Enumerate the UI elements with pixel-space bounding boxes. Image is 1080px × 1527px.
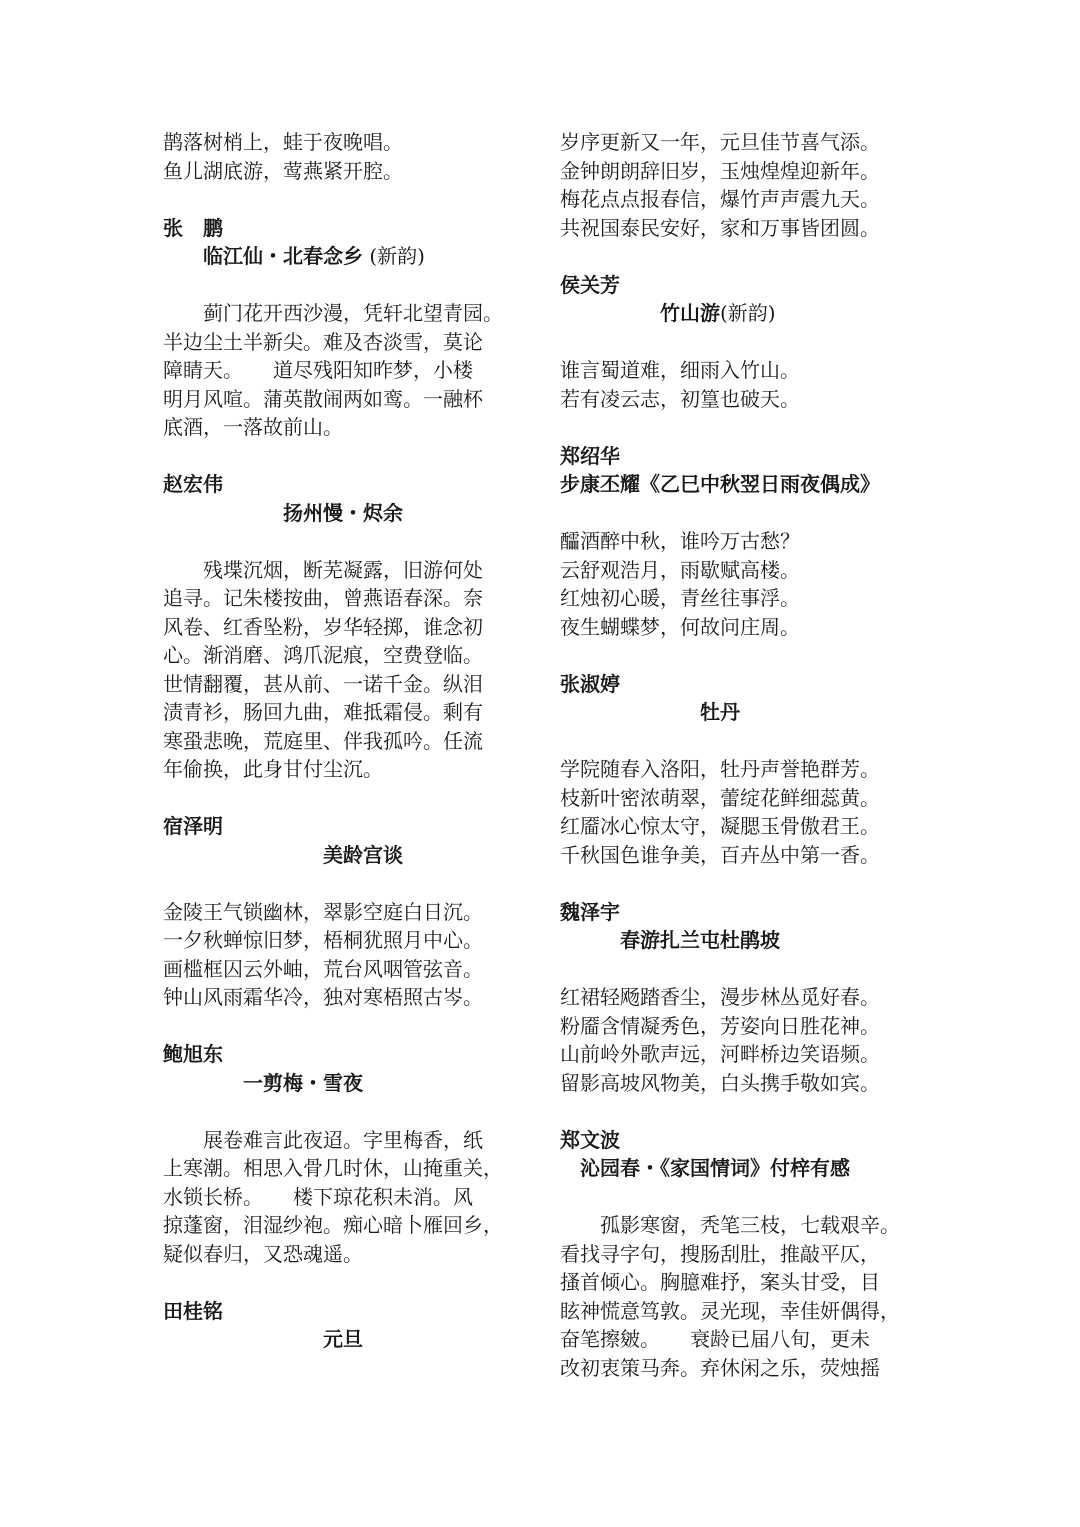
poem-line: 红裙轻飏踏香尘，漫步林丛觅好春。: [560, 985, 880, 1009]
poem-title-text: 沁园春・《家国情词》付梓有感: [560, 1156, 850, 1180]
poem-line: 画槛框囚云外岫，荒台风咽管弦音。: [163, 956, 483, 981]
poem-line: 明月风喧。蒲英散闹两如鸾。一融杯: [163, 386, 483, 411]
poem-title: [163, 499, 533, 528]
right-text-column: [560, 128, 930, 1382]
poem-line: 展卷难言此夜迢。字里梅香，纸: [163, 1127, 483, 1152]
poem-title-text: 临江仙・北春念乡: [163, 244, 363, 268]
blank-line: [163, 527, 533, 556]
poem-line: 残堞沉烟，断芜凝露，旧游何处: [163, 557, 483, 582]
poem-line: 渍青衫，肠回九曲，难抵霜侵。剩有: [163, 700, 483, 724]
poem-line: 留影高坡风物美，白头携手敬如宾。: [560, 1070, 880, 1095]
poem-title: [560, 299, 930, 328]
poem-author: 魏泽宇: [560, 899, 620, 924]
poem-line: 金钟朗朗辞旧岁，玉烛煌煌迎新年。: [560, 158, 880, 183]
poem-author: 田桂铭: [163, 1298, 223, 1323]
poem-line: 寒蛩悲晚，荒庭里、伴我孤吟。任流: [163, 728, 483, 753]
poem-title: [163, 1069, 533, 1098]
poem-line: 岁序更新又一年，元旦佳节喜气添。: [560, 130, 880, 154]
poem-line: 学院随春入洛阳，牡丹声誉艳群芳。: [560, 757, 880, 781]
poem-line: 风卷、红香坠粉，岁华轻掷，谁念初: [163, 614, 483, 639]
poem-line: 世情翻覆，甚从前、一诺千金。纵泪: [163, 671, 483, 696]
poem-line: 粉靥含情凝秀色，芳姿向日胜花神。: [560, 1013, 880, 1038]
blank-line: [560, 955, 930, 984]
poem-author: 侯关芳: [560, 272, 620, 297]
blank-line: [560, 727, 930, 756]
poem-title-text: 牡丹: [560, 700, 740, 724]
blank-line: [163, 185, 533, 214]
poem-title-text: 元旦: [163, 1327, 363, 1351]
poem-title-text: 步康丕耀《乙巳中秋翌日雨夜偶成》: [560, 472, 880, 496]
poem-author: 郑绍华: [560, 443, 620, 468]
poem-line: 夜生蝴蝶梦，何故问庄周。: [560, 614, 800, 639]
poem-line: 共祝国泰民安好，家和万事皆团圆。: [560, 215, 880, 240]
poem-title: [163, 1325, 533, 1354]
poem-author: 张 鹏: [163, 215, 223, 240]
blank-line: [163, 1097, 533, 1126]
blank-line: [163, 1268, 533, 1297]
poem-title-text: 竹山游: [560, 301, 720, 325]
poem-line: 谁言蜀道难，细雨入竹山。: [560, 358, 800, 382]
poem-line: 蓟门花开西沙漫，凭轩北望青园。: [163, 301, 503, 325]
poem-line: 鹊落树梢上，蛙于夜晚唱。: [163, 130, 403, 154]
poem-line: 千秋国色谁争美，百卉丛中第一香。: [560, 842, 880, 867]
poem-line: 疑似春归，又恐魂遥。: [163, 1241, 363, 1266]
poem-title: [163, 242, 533, 271]
poem-title: [560, 470, 930, 499]
blank-line: [560, 328, 930, 357]
blank-line: [163, 784, 533, 813]
poem-title-text: 扬州慢・烬余: [163, 500, 403, 525]
blank-line: [560, 242, 930, 271]
poem-line: 醽酒醉中秋，谁吟万古愁？: [560, 529, 800, 553]
poem-line: 眩神慌意笃敦。灵光现，幸佳妍偶得，: [560, 1298, 900, 1323]
poem-line: 枝新叶密浓萌翠，蕾绽花鲜细蕊黄。: [560, 785, 880, 810]
poem-title: [163, 841, 533, 870]
poem-line: 梅花点点报春信，爆竹声声震九天。: [560, 187, 880, 211]
poem-line: 鱼儿湖底游，莺燕紧开腔。: [163, 158, 403, 183]
poem-author: 宿泽明: [163, 814, 223, 838]
poem-title: [560, 926, 930, 955]
poem-line: 心。渐消磨、鸿爪泥痕，空费登临。: [163, 643, 483, 667]
blank-line: [560, 869, 930, 898]
blank-line: [163, 442, 533, 471]
poem-line: 奋笔擦皴。 衰龄已届八旬，更未: [560, 1327, 870, 1351]
poem-title: [560, 1154, 930, 1183]
poem-title-text: 春游扎兰屯杜鹃坡: [560, 928, 780, 952]
blank-line: [560, 499, 930, 528]
blank-line: [560, 413, 930, 442]
poem-line: 钟山风雨霜华冷，独对寒梧照古岑。: [163, 985, 483, 1009]
poem-author: 郑文波: [560, 1127, 620, 1152]
poem-line: 山前岭外歌声远，河畔桥边笑语频。: [560, 1042, 880, 1066]
poem-line: 改初衷策马奔。弃休闲之乐，荧烛摇: [560, 1355, 880, 1380]
poem-line: 孤影寒窗，秃笔三枝，七载艰辛。: [560, 1213, 900, 1237]
poem-title-text: 美龄宫谈: [163, 842, 403, 867]
poem-line: 掠蓬窗，泪湿纱袍。痴心暗卜雁回乡，: [163, 1213, 503, 1237]
poem-line: 红烛初心暖，青丝往事浮。: [560, 586, 800, 610]
poem-line: 底酒，一落故前山。: [163, 415, 343, 439]
poem-title-text: 一剪梅・雪夜: [163, 1070, 363, 1095]
poem-line: 云舒观浩月，雨歇赋高楼。: [560, 557, 800, 582]
poem-line: 搔首倾心。胸臆难抒，案头甘受，目: [560, 1270, 880, 1294]
blank-line: [163, 271, 533, 300]
blank-line: [560, 641, 930, 670]
poem-title: [560, 698, 930, 727]
poem-line: 水锁长桥。 楼下琼花积未消。风: [163, 1184, 473, 1209]
poem-line: 年偷换，此身甘付尘沉。: [163, 757, 383, 781]
blank-line: [163, 1012, 533, 1041]
blank-line: [560, 1097, 930, 1126]
blank-line: [560, 1183, 930, 1212]
poem-line: 金陵王气锁幽林，翠影空庭白日沉。: [163, 899, 483, 924]
poem-line: 障睛天。 道尽残阳知昨梦，小楼: [163, 358, 473, 382]
poem-line: 若有凌云志，初篁也破天。: [560, 386, 800, 411]
poem-title-note: (新韵): [720, 301, 776, 325]
poem-line: 看找寻字句，搜肠刮肚，推敲平仄，: [560, 1241, 880, 1266]
poem-author: 鲍旭东: [163, 1042, 223, 1066]
poem-line: 追寻。记朱楼按曲，曾燕语春深。奈: [163, 586, 483, 610]
poem-line: 红靥冰心惊太守，凝腮玉骨傲君王。: [560, 814, 880, 838]
left-text-column: [163, 128, 533, 1354]
poem-title-note: (新韵): [363, 244, 425, 268]
poem-author: 赵宏伟: [163, 472, 223, 496]
poem-line: 半边尘土半新尖。难及杏淡雪，莫论: [163, 329, 483, 354]
poem-line: 一夕秋蝉惊旧梦，梧桐犹照月中心。: [163, 928, 483, 952]
blank-line: [163, 869, 533, 898]
poem-author: 张淑婷: [560, 671, 620, 696]
poem-line: 上寒潮。相思入骨几时休，山掩重关，: [163, 1156, 503, 1180]
